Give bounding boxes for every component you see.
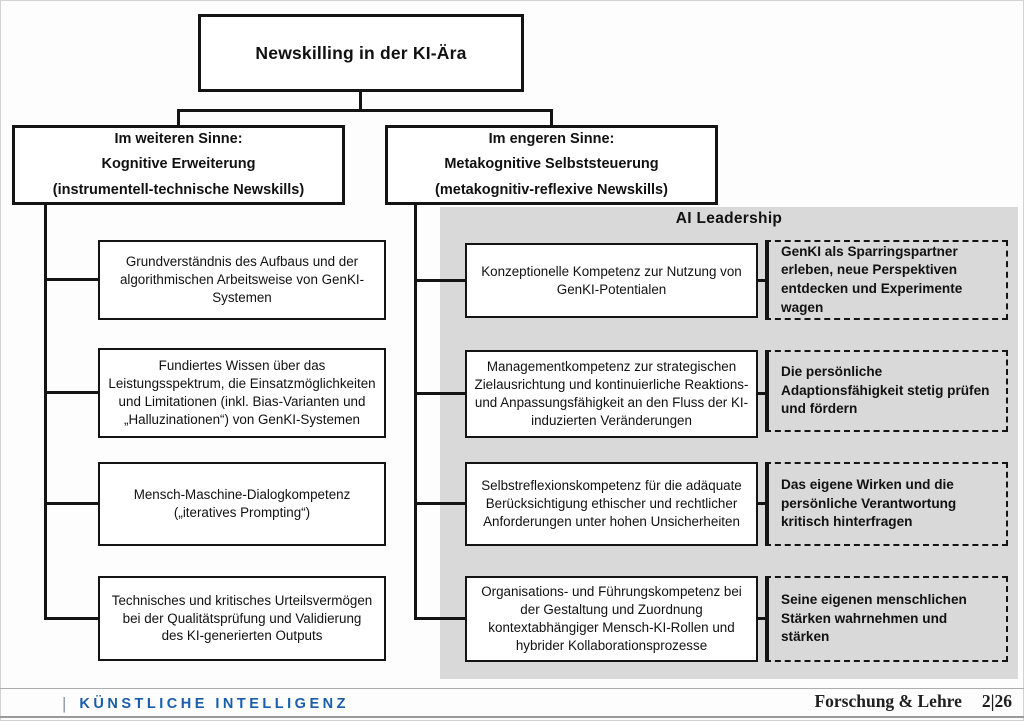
leadership-4: Seine eigenen menschlichen Stärken wahrnehmen und stärken: [781, 591, 967, 645]
leadership-1: GenKI als Sparringspartner erleben, neue Perspektiven entdecken und Experimente wagen: [781, 243, 963, 315]
root-title: Newskilling in der KI-Ära: [255, 42, 467, 63]
left-item-box-4: [98, 576, 386, 661]
connector-left-stub-4: [44, 617, 100, 620]
right-item-1: Konzeptionelle Kompetenz zur Nutzung von GenKI-Potentialen: [481, 263, 742, 297]
connector-right-stub-4: [414, 617, 468, 620]
right-item-box-4: [465, 576, 758, 662]
connector-left-stub-1: [44, 278, 100, 281]
left-item-1: Grundverständnis des Aufbaus und der algorithmischen Arbeitsweise von GenKI-Systemen: [119, 254, 365, 305]
connector-left-stub-2: [44, 391, 100, 394]
left-item-box-1: [98, 240, 386, 320]
branch-right-box: [385, 125, 718, 205]
branch-right-line3: (metakognitiv-reflexive Newskills): [435, 181, 668, 198]
right-item-3: Selbstreflexionskompetenz für die adäquate Berücksichtigung ethischer und rechtlicher Anforderungen unter hohen Unsicherheiten: [481, 478, 742, 529]
branch-left-line3: (instrumentell-technische Newskills): [52, 181, 305, 198]
branch-left-text: [53, 127, 304, 203]
branch-right-line2: Metakognitive Selbststeuerung: [444, 156, 659, 173]
connector-right-spine: [414, 204, 417, 620]
connector-left-stub-3: [44, 502, 100, 505]
connector-left-branch-stub: [177, 109, 180, 126]
footer-issue: 2|26: [981, 691, 1012, 711]
leadership-box-4: [765, 576, 1008, 662]
footer-journal: [814, 691, 1012, 712]
footer-brand: [62, 694, 349, 714]
left-item-2: Fundiertes Wissen über das Leistungsspektrum, die Einsatzmöglichkeiten und Limitationen (inkl. Bias-Varianten und „Halluzinationen“) von GenKI-Systemen: [108, 358, 376, 427]
right-item-2: Managementkompetenz zur strategischen Zielausrichtung und kontinuierliche Reaktions- und Anpassungsfähigkeit an den Fluss der KI-induzierten Veränderungen: [474, 359, 749, 428]
right-item-box-3: [465, 462, 758, 546]
footer-separator: |: [62, 694, 67, 713]
leadership-2: Die persönliche Adaptionsfähigkeit stetig prüfen und fördern: [781, 363, 990, 417]
leadership-box-3: [765, 462, 1008, 546]
ai-leadership-title: AI Leadership: [675, 210, 783, 227]
connector-right-stub-2: [414, 392, 468, 395]
left-item-box-3: [98, 462, 386, 546]
connector-distributor: [177, 109, 553, 112]
footer-top-rule: [0, 688, 1024, 689]
leadership-3: Das eigene Wirken und die persönliche Verantwortung kritisch hinterfragen: [781, 476, 957, 530]
branch-left-line1: Im weiteren Sinne:: [114, 130, 243, 147]
footer-bottom-rule: [0, 716, 1024, 718]
right-item-box-1: [465, 243, 758, 318]
branch-left-box: [12, 125, 345, 205]
branch-right-text: [435, 127, 668, 203]
branch-left-line2: Kognitive Erweiterung: [101, 156, 256, 173]
right-item-4: Organisations- und Führungskompetenz bei der Gestaltung und Zuordnung kontextabhängiger Mensch-KI-Rollen und hybrider Kollaborationsprozesse: [481, 584, 742, 653]
left-item-box-2: [98, 348, 386, 438]
right-item-box-2: [465, 350, 758, 438]
connector-left-spine: [44, 204, 47, 620]
root-title-box: [198, 14, 524, 92]
left-item-3: Mensch-Maschine-Dialogkompetenz („iteratives Prompting“): [133, 487, 351, 520]
connector-right-branch-stub: [550, 109, 553, 126]
left-item-4: Technisches und kritisches Urteilsvermögen bei der Qualitätsprüfung und Validierung des KI-generierten Outputs: [111, 592, 373, 644]
leadership-box-2: [765, 350, 1008, 432]
footer-journal-name: Forschung & Lehre: [814, 691, 962, 711]
footer-brand-label: KÜNSTLICHE INTELLIGENZ: [79, 696, 349, 712]
connector-right-stub-1: [414, 279, 468, 282]
connector-right-stub-3: [414, 502, 468, 505]
branch-right-line1: Im engeren Sinne:: [488, 130, 615, 147]
leadership-box-1: [765, 240, 1008, 320]
